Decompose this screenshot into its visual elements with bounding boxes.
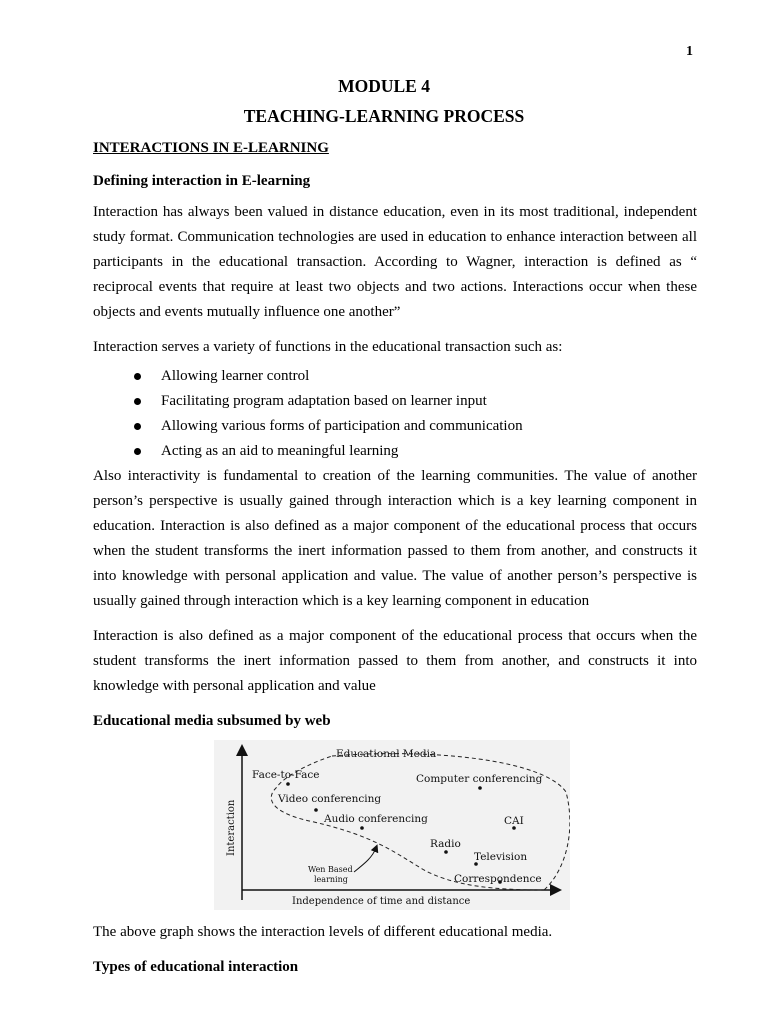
label-television: Television xyxy=(474,851,528,863)
page-number: 1 xyxy=(686,44,693,59)
functions-list xyxy=(93,364,697,464)
subheading-interaction-types: Types of educational interaction xyxy=(93,959,299,975)
label-web-based-line1: Wen Based xyxy=(308,865,353,874)
label-audio-conferencing: Audio conferencing xyxy=(324,813,428,825)
list-item: Allowing learner control xyxy=(161,364,697,389)
point-audio-conferencing xyxy=(360,826,364,830)
list-item: Allowing various forms of participation and communication xyxy=(161,414,697,439)
y-axis-label: Interaction xyxy=(226,799,237,856)
list-item: Acting as an aid to meaningful learning xyxy=(161,439,697,464)
bullet-icon xyxy=(134,423,141,430)
educational-media-diagram xyxy=(214,740,570,910)
point-radio xyxy=(444,850,448,854)
figure-title: Educational Media xyxy=(336,748,437,760)
point-computer-conferencing xyxy=(478,786,482,790)
educational-media-figure xyxy=(214,740,570,910)
paragraph-functions-intro: Interaction serves a variety of functions in the educational transaction such as: xyxy=(93,339,563,355)
subheading-educational-media: Educational media subsumed by web xyxy=(93,713,331,729)
bullet-icon xyxy=(134,373,141,380)
x-axis-label: Independence of time and distance xyxy=(292,896,471,907)
section-heading: INTERACTIONS IN E-LEARNING xyxy=(93,140,329,156)
document-body xyxy=(93,136,697,986)
label-correspondence: Correspondence xyxy=(454,873,542,885)
process-title: TEACHING-LEARNING PROCESS xyxy=(243,106,525,126)
bullet-icon xyxy=(134,448,141,455)
point-video-conferencing xyxy=(314,808,318,812)
web-based-arrow xyxy=(354,848,376,872)
paragraph-interaction-component: Interaction is also defined as a major component of the educational process that occurs when the student transforms the inert information passed to them from another, and constructs it into knowledge with personal application and value xyxy=(93,628,697,694)
list-item: Facilitating program adaptation based on learner input xyxy=(161,389,697,414)
label-cai: CAI xyxy=(504,815,524,827)
label-computer-conferencing: Computer conferencing xyxy=(416,773,543,785)
bullet-icon xyxy=(134,398,141,405)
label-radio: Radio xyxy=(430,838,461,850)
figure-caption: The above graph shows the interaction levels of different educational media. xyxy=(93,924,553,940)
paragraph-interactivity: Also interactivity is fundamental to creation of the learning communities. The value of another person’s perspective is usually gained through interaction which is a key learning component in education. Interaction is also defined as a major component of the educational process that occurs when the student transforms the inert information passed to them from another, and constructs it into knowledge with personal application and value. The value of another person’s perspective is usually gained through interaction which is a key learning component in education xyxy=(93,468,697,609)
label-web-based-line2: learning xyxy=(314,875,348,884)
point-face-to-face xyxy=(286,782,290,786)
label-video-conferencing: Video conferencing xyxy=(278,793,382,805)
paragraph-interaction-definition: Interaction has always been valued in distance education, even in its most traditional, independent study format. Communication technologies are used in education to enhance interaction between all participants in the educational transaction. According to Wagner, interaction is defined as “ reciprocal events that require at least two objects and two actions. Interactions occur when these objects and events mutually influence one another” xyxy=(93,204,697,320)
module-title: MODULE 4 xyxy=(338,76,430,96)
label-face-to-face: Face-to-Face xyxy=(252,769,320,781)
subheading-defining-interaction: Defining interaction in E-learning xyxy=(93,173,311,189)
